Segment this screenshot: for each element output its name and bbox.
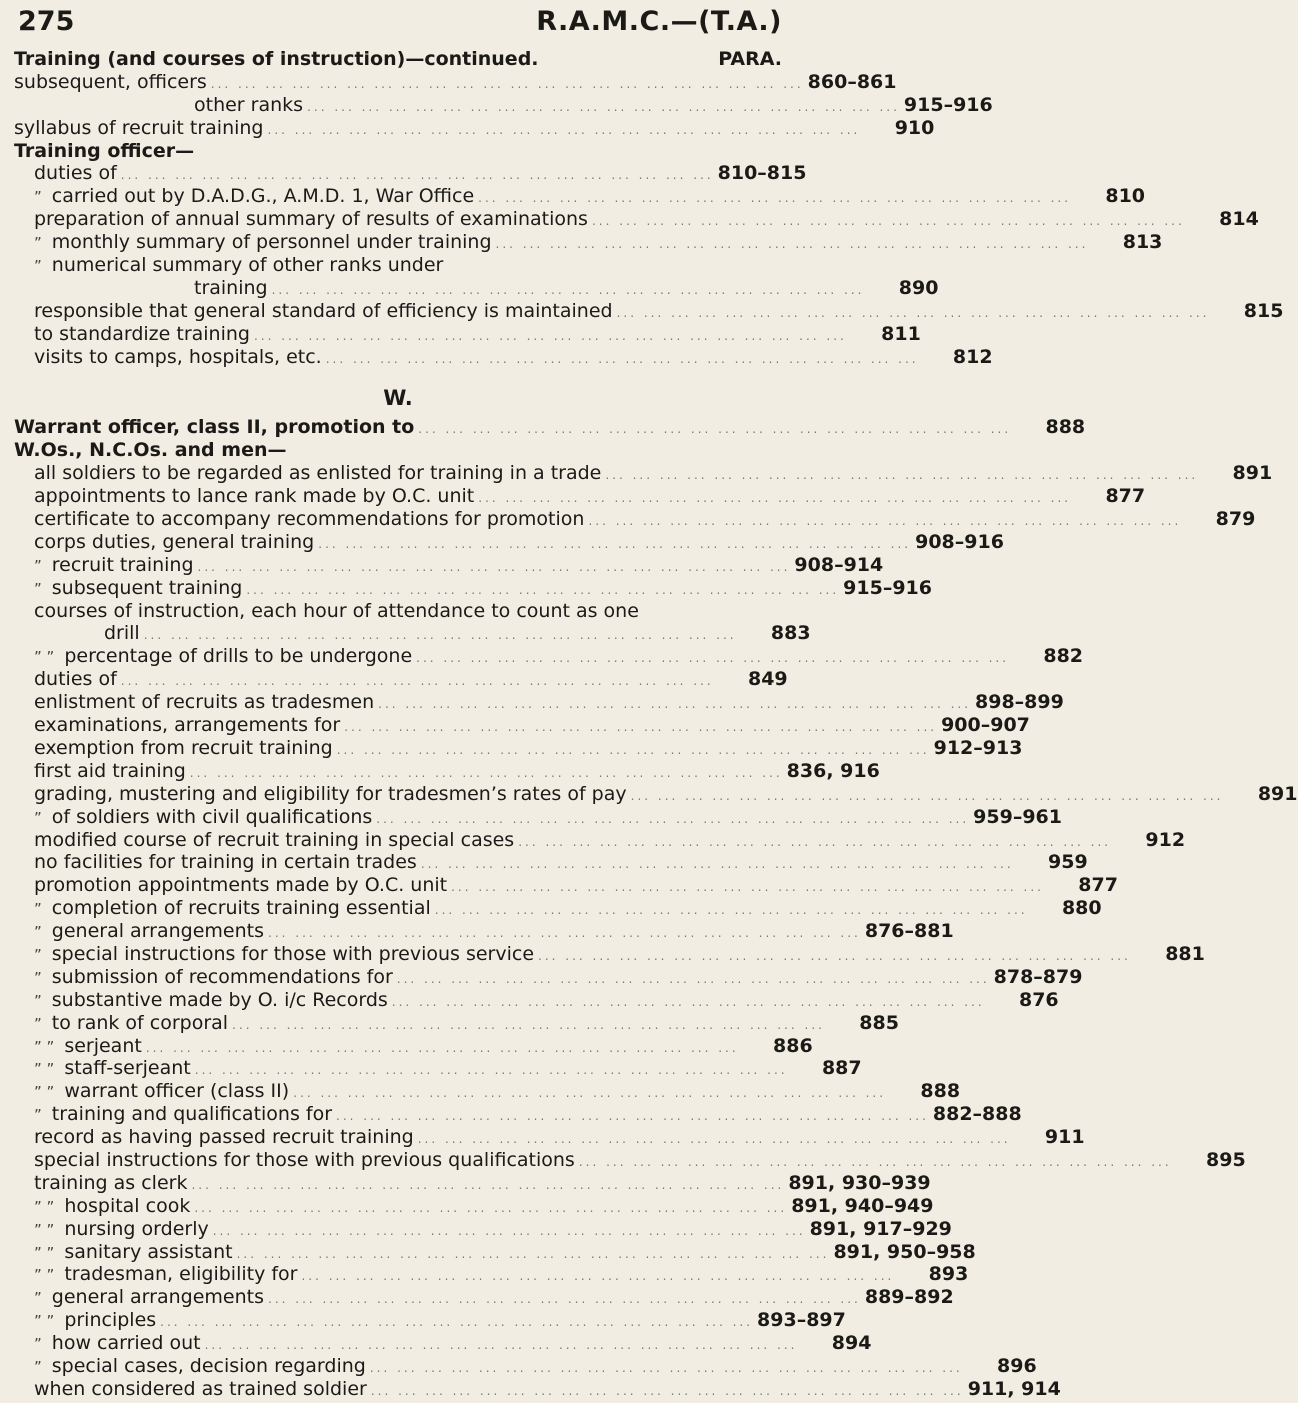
entry-text: duties of <box>34 162 117 185</box>
para-reference: 810 <box>1105 185 1146 208</box>
index-entry <box>14 1309 846 1332</box>
para-reference: 895 <box>1206 1148 1246 1171</box>
entry-text: preparation of annual summary of results of examinations <box>34 208 588 231</box>
index-entry <box>14 805 1062 829</box>
para-reference: 893 <box>928 1263 969 1286</box>
ditto-mark: ” <box>34 1014 42 1033</box>
index-entry <box>14 322 921 346</box>
entry-text: serjeant <box>64 1034 142 1057</box>
index-entry <box>14 1103 1022 1126</box>
ditto-mark: ” <box>34 188 42 207</box>
leader-dots <box>388 991 989 1014</box>
para-reference: 886 <box>773 1034 813 1057</box>
para-reference: 888 <box>1045 416 1086 439</box>
para-reference: 876–881 <box>864 920 954 943</box>
entry-text: syllabus of recruit training <box>14 116 264 139</box>
index-entry <box>14 530 1004 554</box>
leader-dots <box>613 302 1214 325</box>
index-entry <box>14 851 1088 874</box>
section-wos-entries <box>14 462 1298 1401</box>
entry-text: of soldiers with civil qualifications <box>51 805 373 828</box>
ditto-mark: ” ” <box>34 1266 55 1285</box>
running-title: R.A.M.C.—(T.A.) <box>536 6 782 37</box>
ditto-mark: ” <box>34 579 42 598</box>
para-reference: 815 <box>1243 299 1284 322</box>
ditto-mark: ” <box>34 1289 42 1308</box>
entry-text: warrant officer (class II) <box>64 1080 290 1103</box>
para-reference: 908–914 <box>794 553 884 576</box>
entry-text: when considered as trained soldier <box>34 1377 367 1400</box>
leader-dots <box>447 876 1048 899</box>
para-reference: 860–861 <box>807 70 897 93</box>
para-reference: 810–815 <box>717 162 807 185</box>
entry-text: duties of <box>34 668 117 691</box>
index-entry <box>14 485 1146 508</box>
index-entry <box>14 276 939 300</box>
leader-dots <box>575 1151 1176 1174</box>
ditto-mark: ” <box>34 1335 42 1354</box>
ditto-mark: ” <box>34 923 42 942</box>
section-heading-training-officer: Training officer— <box>14 139 195 162</box>
leader-dots <box>186 762 787 785</box>
ditto-mark: ” <box>34 945 42 964</box>
index-entry <box>14 1194 934 1218</box>
leader-dots <box>117 164 718 187</box>
para-reference: 880 <box>1061 897 1102 920</box>
para-reference: 887 <box>821 1057 862 1080</box>
leader-dots <box>303 96 904 119</box>
entry-text: corps duties, general training <box>34 530 315 553</box>
section-training-officer-entries <box>14 162 1284 368</box>
leader-dots <box>289 1082 890 1105</box>
leader-dots <box>588 210 1189 233</box>
entry-text: all soldiers to be regarded as enlisted for training in a trade <box>34 462 602 485</box>
index-entry <box>14 759 880 783</box>
para-reference: 876 <box>1018 988 1059 1011</box>
para-reference: 889–892 <box>864 1286 954 1309</box>
entry-text: drill <box>104 622 140 645</box>
entry-text: courses of instruction, each hour of attendance to count as one <box>34 599 639 622</box>
leader-dots <box>142 1037 743 1060</box>
entry-text: sanitary assistant <box>64 1240 233 1263</box>
index-entry <box>14 345 993 369</box>
leader-dots <box>414 418 1015 441</box>
index-entry <box>14 1286 954 1309</box>
leader-dots <box>366 1357 967 1380</box>
ditto-mark: ” ” <box>34 1243 55 1262</box>
section-training-entries <box>14 70 993 140</box>
leader-dots <box>140 624 741 647</box>
entry-text: carried out by D.A.D.G., A.M.D. 1, War Office <box>51 185 475 208</box>
entry-text: numerical summary of other ranks under <box>51 254 444 277</box>
entry-text: to rank of corporal <box>51 1011 229 1034</box>
leader-dots <box>322 348 923 371</box>
ditto-mark: ” <box>34 968 42 987</box>
para-reference: 849 <box>747 668 788 691</box>
index-entry <box>14 1148 1246 1172</box>
entry-text: how carried out <box>51 1332 201 1355</box>
heading-text: Training (and courses of instruction)—continued. <box>14 48 539 70</box>
leader-dots <box>601 464 1202 487</box>
para-reference: 915–916 <box>903 93 993 116</box>
entry-text: training and qualifications for <box>51 1103 333 1126</box>
leader-dots <box>207 73 808 96</box>
leader-dots <box>264 922 865 945</box>
para-reference: 890 <box>898 276 939 299</box>
leader-dots <box>367 1380 968 1403</box>
ditto-mark: ” <box>34 234 42 253</box>
para-reference: 894 <box>831 1332 872 1355</box>
page-header <box>18 6 782 40</box>
para-reference: 814 <box>1219 208 1259 231</box>
leader-dots <box>627 785 1228 808</box>
leader-dots <box>191 1059 792 1082</box>
entry-text: enlistment of recruits as tradesmen <box>34 691 375 714</box>
entry-text: grading, mustering and eligibility for tradesmen’s rates of pay <box>34 782 627 805</box>
index-entry <box>14 185 1146 208</box>
leader-dots <box>250 325 851 348</box>
index-entry <box>14 1011 899 1035</box>
leader-dots <box>474 187 1075 210</box>
entry-text: appointments to lance rank made by O.C. unit <box>34 485 475 508</box>
entry-text: responsible that general standard of efficiency is maintained <box>34 299 613 322</box>
index-entry <box>14 920 954 943</box>
index-entry <box>14 93 993 117</box>
entry-text: exemption from recruit training <box>34 736 333 759</box>
para-reference: 915–916 <box>843 576 932 599</box>
entry-text: special cases, decision regarding <box>51 1354 366 1377</box>
para-reference: 811 <box>881 322 921 345</box>
para-reference: 959–961 <box>973 805 1062 828</box>
leader-dots <box>190 1197 791 1220</box>
para-reference: 891, 930–939 <box>788 1171 931 1194</box>
leader-dots <box>414 1128 1015 1151</box>
index-entry <box>14 416 1086 439</box>
para-reference: 911 <box>1044 1126 1085 1149</box>
leader-dots <box>374 693 975 716</box>
ditto-mark: ” <box>34 556 42 575</box>
index-entry <box>14 828 1186 852</box>
entry-text: record as having passed recruit training <box>34 1126 414 1149</box>
ditto-mark: ” ” <box>34 648 55 667</box>
para-reference: 891, 940–949 <box>791 1194 934 1217</box>
entry-text: subsequent training <box>51 576 243 599</box>
para-label: PARA. <box>718 48 782 70</box>
ditto-mark: ” <box>34 1357 42 1376</box>
ditto-mark: ” ” <box>34 1197 55 1216</box>
para-reference: 908–916 <box>915 530 1004 553</box>
entry-text: Warrant officer, class II, promotion to <box>14 416 415 439</box>
leader-dots <box>187 1174 788 1197</box>
index-entry <box>14 622 811 645</box>
entry-text: recruit training <box>51 553 194 576</box>
index-entry <box>14 782 1298 806</box>
para-reference: 900–907 <box>941 714 1030 737</box>
leader-dots <box>340 716 941 739</box>
leader-dots <box>393 968 994 991</box>
leader-dots <box>474 487 1075 510</box>
leader-dots <box>584 510 1185 533</box>
index-entry <box>14 942 1205 966</box>
para-reference: 912 <box>1145 828 1186 851</box>
index-entry <box>14 1377 1061 1401</box>
para-reference: 888 <box>920 1080 961 1103</box>
leader-dots <box>332 1105 933 1128</box>
index-entry <box>14 874 1118 897</box>
section-warrant-officer-entries <box>14 416 1086 439</box>
ditto-mark: ” ” <box>34 1220 55 1239</box>
leader-dots <box>297 1265 898 1288</box>
leader-dots <box>534 945 1135 968</box>
para-reference: 959 <box>1048 851 1088 874</box>
entry-text: special instructions for those with previous service <box>51 942 535 965</box>
para-reference: 877 <box>1105 485 1146 508</box>
index-body <box>14 48 1298 1401</box>
para-reference: 877 <box>1078 874 1118 897</box>
para-reference: 898–899 <box>975 691 1064 714</box>
ditto-mark: ” <box>34 900 42 919</box>
index-entry <box>14 70 897 94</box>
para-reference: 878–879 <box>993 965 1083 988</box>
leader-dots <box>233 1243 834 1266</box>
para-reference: 836, 916 <box>786 759 880 782</box>
entry-text: hospital cook <box>64 1194 191 1217</box>
index-entry <box>14 1332 872 1355</box>
leader-dots <box>264 1288 865 1311</box>
leader-dots <box>417 853 1018 876</box>
index-entry <box>14 736 1023 760</box>
entry-text: completion of recruits training essential <box>51 897 431 920</box>
leader-dots <box>412 647 1013 670</box>
para-reference: 882–888 <box>932 1103 1022 1126</box>
entry-text: tradesman, eligibility for <box>64 1263 298 1286</box>
index-entry <box>14 691 1064 714</box>
para-reference: 812 <box>952 345 993 368</box>
leader-dots <box>314 533 915 556</box>
leader-dots <box>514 831 1115 854</box>
section-heading-training <box>14 48 782 71</box>
index-entry <box>14 508 1256 531</box>
para-reference: 881 <box>1165 942 1205 965</box>
index-entry <box>14 1171 931 1195</box>
index-entry <box>14 645 1084 668</box>
entry-text: modified course of recruit training in special cases <box>34 828 515 851</box>
entry-text: nursing orderly <box>64 1217 209 1240</box>
index-entry <box>14 254 782 277</box>
para-reference: 891 <box>1257 782 1298 805</box>
index-entry <box>14 553 884 577</box>
ditto-mark: ” ” <box>34 1060 55 1079</box>
index-entry <box>14 162 807 185</box>
ditto-mark: ” ” <box>34 1037 55 1056</box>
leader-dots <box>201 1334 802 1357</box>
para-reference: 813 <box>1122 231 1163 254</box>
section-heading-wos: W.Os., N.C.Os. and men— <box>14 439 287 462</box>
para-reference: 891, 950–958 <box>833 1240 976 1263</box>
leader-dots <box>492 233 1093 256</box>
para-reference: 882 <box>1043 645 1084 668</box>
entry-text: first aid training <box>34 759 186 782</box>
index-entry <box>14 965 1083 989</box>
para-reference: 891 <box>1232 462 1273 485</box>
index-entry <box>14 1263 969 1286</box>
entry-text: other ranks <box>194 93 304 116</box>
entry-text: no facilities for training in certain trades <box>34 851 417 874</box>
leader-dots <box>333 739 934 762</box>
para-reference: 891, 917–929 <box>809 1217 952 1240</box>
entry-text: promotion appointments made by O.C. unit <box>34 874 448 897</box>
ditto-mark: ” <box>34 808 42 827</box>
index-entry <box>14 299 1284 323</box>
ditto-mark: ” <box>34 1106 42 1125</box>
entry-text: visits to camps, hospitals, etc. <box>34 345 322 368</box>
leader-dots <box>372 808 973 831</box>
entry-text: substantive made by O. i/c Records <box>51 988 388 1011</box>
index-entry <box>14 897 1102 920</box>
ditto-mark: ” ” <box>34 1312 55 1331</box>
index-entry <box>14 1240 976 1264</box>
entry-text: to standardize training <box>34 322 250 345</box>
index-entry <box>14 1034 813 1058</box>
entry-text: percentage of drills to be undergone <box>64 645 413 668</box>
leader-dots <box>194 556 795 579</box>
index-entry <box>14 714 1030 737</box>
index-entry <box>14 1126 1085 1149</box>
index-entry <box>14 1057 862 1080</box>
leader-dots <box>264 119 865 142</box>
index-entry <box>14 208 1259 231</box>
leader-dots <box>209 1220 810 1243</box>
leader-dots <box>117 670 718 693</box>
index-entry <box>14 576 932 600</box>
entry-text: special instructions for those with previous qualifications <box>34 1148 575 1171</box>
leader-dots <box>431 899 1032 922</box>
entry-text: training as clerk <box>34 1171 188 1194</box>
entry-text: certificate to accompany recommendations for promotion <box>34 508 585 531</box>
index-entry <box>14 1080 961 1103</box>
index-entry <box>14 231 1163 254</box>
entry-text: general arrangements <box>51 1286 264 1309</box>
index-entry <box>14 668 788 691</box>
para-reference: 911, 914 <box>967 1377 1061 1400</box>
page-number: 275 <box>18 6 75 37</box>
entry-text: submission of recommendations for <box>51 965 393 988</box>
entry-text: staff-serjeant <box>64 1057 191 1080</box>
index-entry <box>14 462 1273 485</box>
entry-text: examinations, arrangements for <box>34 714 341 737</box>
leader-dots <box>228 1014 829 1037</box>
para-reference: 912–913 <box>933 736 1023 759</box>
ditto-mark: ” <box>34 991 42 1010</box>
entry-text: subsequent, officers <box>14 70 207 93</box>
index-entry <box>14 116 935 140</box>
leader-dots <box>156 1311 757 1334</box>
leader-dots <box>242 579 843 602</box>
para-reference: 893–897 <box>757 1309 846 1332</box>
para-reference: 883 <box>770 622 811 645</box>
entry-text: monthly summary of personnel under training <box>51 231 492 254</box>
letter-heading: W. <box>383 386 413 411</box>
para-reference: 910 <box>894 116 935 139</box>
entry-text: training <box>194 276 268 299</box>
index-entry <box>14 1354 1037 1378</box>
entry-text: principles <box>64 1309 157 1332</box>
ditto-mark: ” <box>34 257 42 276</box>
index-entry <box>14 988 1059 1012</box>
para-reference: 879 <box>1215 508 1256 531</box>
ditto-mark: ” ” <box>34 1083 55 1102</box>
para-reference: 885 <box>859 1011 899 1034</box>
entry-text: general arrangements <box>51 920 264 943</box>
index-entry <box>14 1217 952 1241</box>
index-entry <box>14 600 782 623</box>
para-reference: 896 <box>997 1354 1037 1377</box>
leader-dots <box>268 279 869 302</box>
